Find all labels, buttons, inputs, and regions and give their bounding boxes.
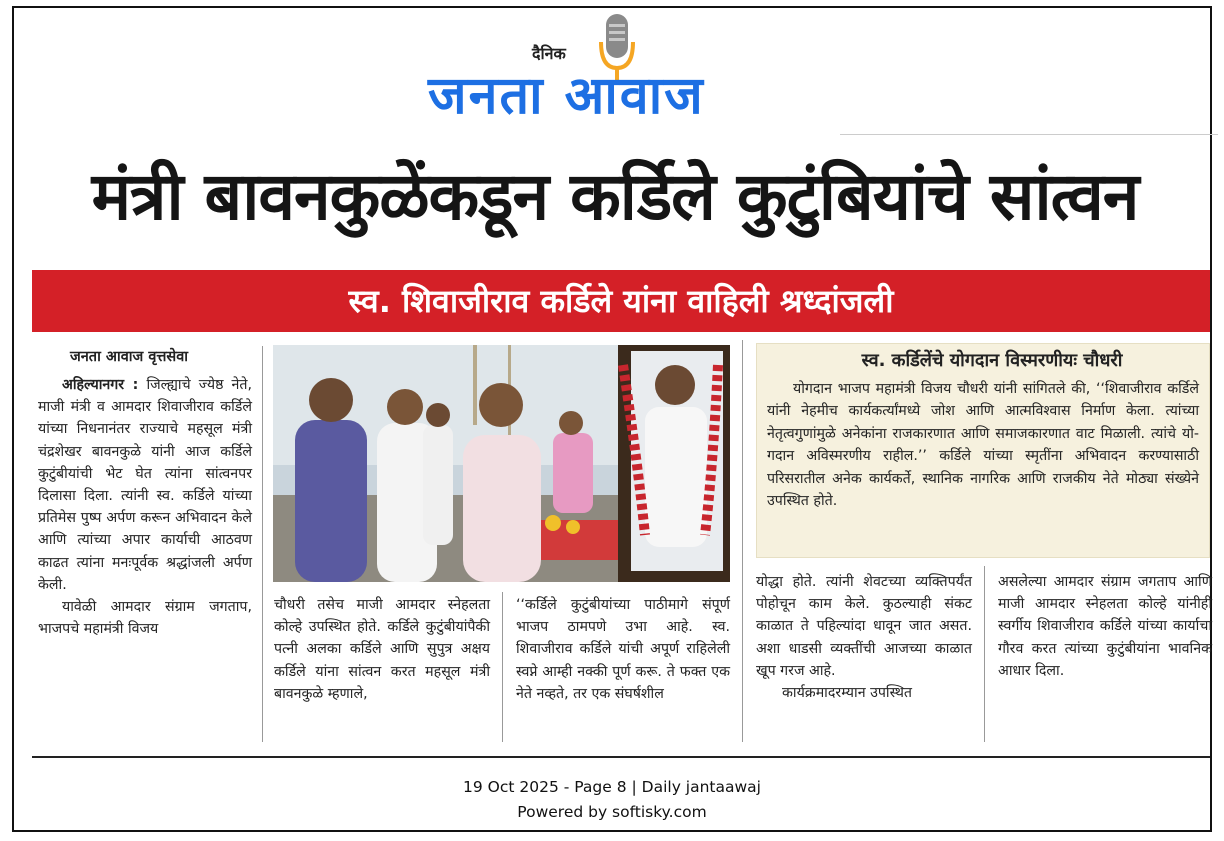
article-column-1 (38, 374, 252, 640)
column-divider (984, 566, 985, 742)
dateline: अहिल्यानगर : (62, 377, 139, 393)
subheadline-band: स्व. शिवाजीराव कर्डिले यांना वाहिली श्रध्दांजली (32, 270, 1210, 332)
article-column-5 (998, 571, 1212, 682)
column-divider (262, 346, 263, 742)
col5-paragraph: असलेल्या आमदार संग्राम जगताप आणि माजी आमदार स्नेहलता कोल्हे यांनीही स्वर्गीय शिवाजीराव कर्डिले यांच्या कार्याचा गौरव करत त्यांच्या कुटुंबीयांना भावनिक आधार दिला. (998, 574, 1212, 679)
sidebar-story-body: योगदान भाजप महामंत्री विजय चौधरी यांनी सांगितले की, ‘‘शिवाजीराव कर्डिले यांनी नेहमीच कार्यकर्त्यांमध्ये जोश आणि आत्मविश्वास निर्माण केला. त्यांच्या नेतृत्वगुणांमुळे अनेकांना राजकारणात आणि समाजकारणात वाट मिळाली. त्यांचे यो-गदान अविस्मरणीय राहील.’’ कर्डिले यांच्या स्मृतींना अभिवादन करण्यासाठी परिसरातील अनेक कार्यकर्ते, स्थानिक नागरिक आणि राजकीय नेते मोठ्या संख्येने उपस्थित होते. (767, 381, 1199, 510)
col4-paragraph-1: योद्धा होते. त्यांनी शेवटच्या व्यक्तिपर्यंत पोहोचून काम केले. कुठल्याही संकट काळात ते पहिल्यांदा धावून जात असत. अशा धाडसी व्यक्तींची आजच्या काळात खूप गरज आहे. (756, 574, 972, 679)
sidebar-story-box (756, 343, 1210, 558)
footer-page-info: 19 Oct 2025 - Page 8 | Daily jantaawaj (463, 778, 761, 796)
masthead-prefix: दैनिक (532, 44, 566, 63)
col1-paragraph-2: यावेळी आमदार संग्राम जगताप, भाजपचे महामंत्री विजय (38, 599, 252, 638)
headline: मंत्री बावनकुळेंकडून कर्डिले कुटुंबियांचे सांत्वन (91, 158, 1139, 235)
sidebar-story-title: स्व. कर्डिलेंचे योगदान विस्मरणीयः चौधरी (861, 350, 1123, 371)
masthead-brand: जनता आवाज (428, 66, 705, 126)
article-column-2 (274, 594, 490, 705)
masthead-rule (840, 134, 1218, 135)
news-photo (273, 345, 730, 582)
column-divider (742, 340, 743, 742)
footer-powered-by[interactable]: Powered by softisky.com (517, 803, 707, 821)
article-column-3 (516, 594, 730, 705)
col2-paragraph: चौधरी तसेच माजी आमदार स्नेहलता कोल्हे उपस्थित होते. कर्डिले कुटुंबीयांपैकी पत्नी अलका कर्डिले आणि सुपुत्र अक्षय कर्डिले यांना सांत्वन करत महसूल मंत्री बावनकुळे म्हणाले, (274, 597, 490, 702)
bottom-rule (32, 756, 1210, 758)
col4-paragraph-2: कार्यक्रमादरम्यान उपस्थित (782, 685, 912, 702)
masthead (420, 10, 800, 130)
column-divider (502, 592, 503, 742)
col3-paragraph: ‘‘कर्डिले कुटुंबीयांच्या पाठीमागे संपूर्ण भाजप ठामपणे उभा आहे. स्व. शिवाजीराव कर्डिले यांची अपूर्ण राहिलेली स्वप्ने आम्ही नक्की पूर्ण करू. ते फक्त एक नेते नव्हते, तर एक संघर्षशील (516, 597, 730, 702)
col1-paragraph-1: जिल्ह्याचे ज्येष्ठ नेते, माजी मंत्री व आमदार शिवाजीराव कर्डिले यांच्या निधनानंतर राज्याचे महसूल मंत्री चंद्रशेखर बावनकुळे यांनी आज कर्डिले कुटुंबीयांची भेट घेत त्यांना सांत्वनपर दिलासा दिला. त्यांनी स्व. कर्डिले यांच्या प्रतिमेस पुष्प अर्पण करून अभिवादन केले आणि त्यांच्या अपार कार्याची आठवण काढत त्यांना मनःपूर्वक श्रद्धांजली अर्पण केली. (38, 377, 253, 593)
byline: जनता आवाज वृत्तसेवा (70, 349, 189, 365)
article-column-4 (756, 571, 972, 704)
